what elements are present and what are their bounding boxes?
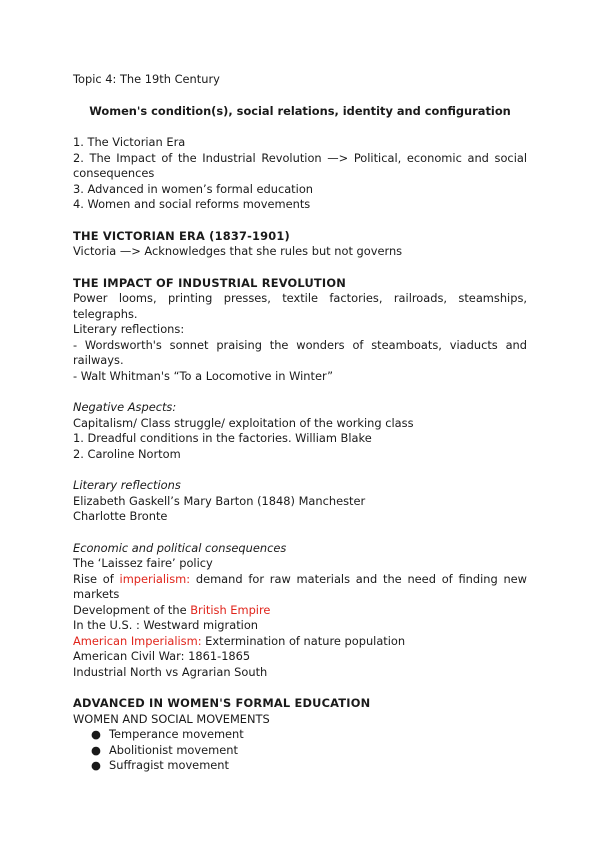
american-imperialism-highlight: American Imperialism: <box>73 633 202 648</box>
imperialism-line <box>73 572 527 588</box>
american-imperialism-post: Extermination of nature population <box>201 633 406 648</box>
outline-item: 1. The Victorian Era <box>73 135 186 149</box>
outline-item: 2. The Impact of the Industrial Revolution —> Political, economic and social <box>73 150 527 165</box>
outline-item: consequences <box>73 166 155 180</box>
north-south-line: Industrial North vs Agrarian South <box>73 664 268 679</box>
laissez-line: The ‘Laissez faire’ policy <box>73 556 213 570</box>
negative-line: Capitalism/ Class struggle/ exploitation of the working class <box>73 415 414 430</box>
civil-war-line: American Civil War: 1861-1865 <box>73 649 251 663</box>
literary-reflections-label: Literary reflections <box>73 478 181 492</box>
education-heading: ADVANCED IN WOMEN'S FORMAL EDUCATION <box>73 696 371 710</box>
bullet-icon: ● <box>91 727 101 741</box>
wordsworth-line: - Wordsworth's sonnet praising the wonders of steamboats, viaducts and <box>73 337 527 352</box>
imperialism-highlight: imperialism: <box>119 571 191 586</box>
bronte-line: Charlotte Bronte <box>73 509 168 523</box>
economic-label: Economic and political consequences <box>73 540 287 555</box>
us-line: In the U.S. : Westward migration <box>73 618 259 632</box>
outline-list <box>73 135 527 213</box>
victorian-heading: THE VICTORIAN ERA (1837-1901) <box>73 228 290 243</box>
list-item-label: Temperance movement <box>109 727 244 741</box>
literary-label: Literary reflections: <box>73 322 185 336</box>
outline-item: 3. Advanced in women’s formal education <box>73 181 314 196</box>
negative-label: Negative Aspects: <box>73 400 177 414</box>
outline-item: 4. Women and social reforms movements <box>73 197 311 211</box>
list-item-label: Abolitionist movement <box>109 742 238 757</box>
imperialism-post: demand for raw materials and the need of finding new <box>190 571 527 586</box>
gaskell-line: Elizabeth Gaskell’s Mary Barton (1848) Manchester <box>73 493 366 508</box>
british-empire-pre: Development of the <box>73 602 191 617</box>
movements-list <box>73 727 527 774</box>
list-item <box>91 727 527 743</box>
markets-line: markets <box>73 587 120 601</box>
negative-line: 2. Caroline Nortom <box>73 446 181 461</box>
social-movements-sub: WOMEN AND SOCIAL MOVEMENTS <box>73 711 270 726</box>
victorian-line: Victoria —> Acknowledges that she rules but not governs <box>73 244 403 258</box>
british-empire-highlight: British Empire <box>190 602 271 617</box>
whitman-line: - Walt Whitman's “To a Locomotive in Winter” <box>73 368 334 383</box>
british-empire-line <box>73 603 527 619</box>
list-item <box>91 758 527 774</box>
inventions-line: Power looms, printing presses, textile factories, railroads, steamships, <box>73 291 527 305</box>
topic-line: Topic 4: The 19th Century <box>73 72 220 86</box>
bullet-icon: ● <box>91 758 101 772</box>
american-imperialism-line <box>73 634 527 650</box>
imperialism-pre: Rise of <box>73 571 120 586</box>
industrial-heading: THE IMPACT OF INDUSTRIAL REVOLUTION <box>73 275 346 290</box>
list-item <box>91 743 527 759</box>
wordsworth-line-2: railways. <box>73 353 124 367</box>
list-item-label: Suffragist movement <box>109 758 229 772</box>
inventions-line-2: telegraphs. <box>73 306 138 321</box>
negative-line: 1. Dreadful conditions in the factories. William Blake <box>73 431 372 445</box>
document-title: Women's condition(s), social relations, identity and configuration <box>89 103 511 118</box>
bullet-icon: ● <box>91 742 101 757</box>
document-page <box>73 72 527 774</box>
